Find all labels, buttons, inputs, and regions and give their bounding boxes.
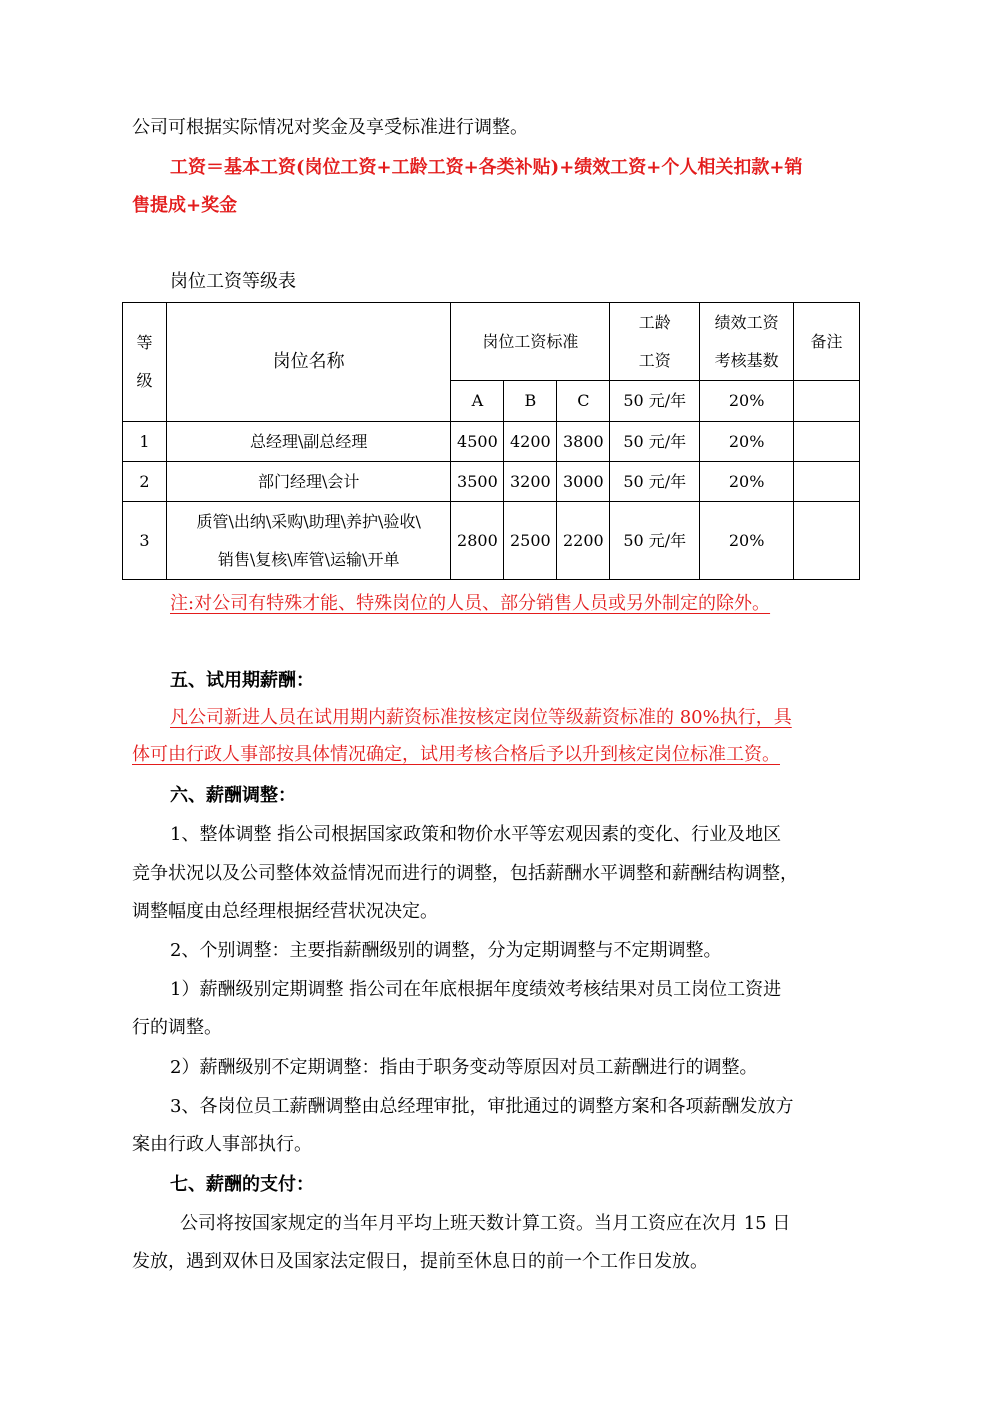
row-post: 总经理\副总经理 (166, 422, 450, 462)
intro-paragraph: 公司可根据实际情况对奖金及享受标准进行调整。 (132, 117, 528, 138)
row-post: 部门经理\会计 (166, 462, 450, 502)
section6-p4: 2）薪酬级别不定期调整：指由于职务变动等原因对员工薪酬进行的调整。 (170, 1057, 758, 1078)
row-c: 2200 (557, 502, 610, 580)
row-seniority: 50 元/年 (610, 462, 700, 502)
row-performance: 20% (700, 422, 794, 462)
row-b: 3200 (504, 462, 557, 502)
sub-b: B (504, 381, 557, 422)
sub-seniority: 50 元/年 (610, 381, 700, 422)
table-footnote: 注:对公司有特殊才能、特殊岗位的人员、部分销售人员或另外制定的除外。 (170, 593, 771, 614)
row-level: 1 (123, 422, 167, 462)
section7-line1: 公司将按国家规定的当年月平均上班天数计算工资。当月工资应在次月 15 日 (180, 1213, 791, 1234)
row-note (794, 422, 860, 462)
table-header-row (123, 303, 860, 381)
row-c: 3800 (557, 422, 610, 462)
row-a: 2800 (451, 502, 504, 580)
table-row (123, 462, 860, 502)
section5-title: 五、试用期薪酬： (170, 670, 314, 691)
sub-note (794, 381, 860, 422)
section6-p3-line1: 1）薪酬级别定期调整 指公司在年底根据年度绩效考核结果对员工岗位工资进 (170, 979, 782, 1000)
header-note: 备注 (794, 303, 860, 381)
row-seniority: 50 元/年 (610, 422, 700, 462)
row-note (794, 502, 860, 580)
table-row (123, 422, 860, 462)
sub-c: C (557, 381, 610, 422)
sub-a: A (451, 381, 504, 422)
row-b: 2500 (504, 502, 557, 580)
header-level: 等 级 (123, 303, 167, 422)
header-standard: 岗位工资标准 (451, 303, 610, 381)
table-row (123, 502, 860, 580)
section6-title: 六、薪酬调整： (170, 785, 296, 806)
row-performance: 20% (700, 462, 794, 502)
section6-p1-line1: 1、整体调整 指公司根据国家政策和物价水平等宏观因素的变化、行业及地区 (170, 824, 782, 845)
section7-title: 七、薪酬的支付： (170, 1174, 314, 1195)
header-seniority: 工龄 工资 (610, 303, 700, 381)
row-performance: 20% (700, 502, 794, 580)
section6-p1-line3: 调整幅度由总经理根据经营状况决定。 (132, 901, 438, 922)
salary-formula-line1: 工资＝基本工资(岗位工资+工龄工资+各类补贴)+绩效工资+个人相关扣款+销 (170, 157, 803, 178)
section6-p5-line1: 3、各岗位员工薪酬调整由总经理审批，审批通过的调整方案和各项薪酬发放方 (170, 1096, 794, 1117)
row-level: 2 (123, 462, 167, 502)
section6-p5-line2: 案由行政人事部执行。 (132, 1134, 312, 1155)
section5-line2: 体可由行政人事部按具体情况确定，试用考核合格后予以升到核定岗位标准工资。 (132, 744, 780, 765)
section6-p2: 2、个别调整：主要指薪酬级别的调整，分为定期调整与不定期调整。 (170, 940, 722, 961)
section6-p3-line2: 行的调整。 (132, 1017, 222, 1038)
sub-performance: 20% (700, 381, 794, 422)
row-b: 4200 (504, 422, 557, 462)
section5-line1: 凡公司新进人员在试用期内薪资标准按核定岗位等级薪资标准的 80%执行，具 (170, 707, 792, 728)
row-a: 4500 (451, 422, 504, 462)
row-note (794, 462, 860, 502)
grade-table (122, 302, 860, 580)
row-post: 质管\出纳\采购\助理\养护\验收\ 销售\复核\库管\运输\开单 (166, 502, 450, 580)
section6-p1-line2: 竞争状况以及公司整体效益情况而进行的调整，包括薪酬水平调整和薪酬结构调整， (132, 863, 798, 884)
section7-line2: 发放，遇到双休日及国家法定假日，提前至休息日的前一个工作日发放。 (132, 1251, 708, 1272)
row-c: 3000 (557, 462, 610, 502)
table-title: 岗位工资等级表 (170, 271, 296, 292)
row-a: 3500 (451, 462, 504, 502)
salary-formula-line2: 售提成+奖金 (132, 195, 238, 216)
header-performance: 绩效工资 考核基数 (700, 303, 794, 381)
row-level: 3 (123, 502, 167, 580)
header-post: 岗位名称 (166, 303, 450, 422)
row-seniority: 50 元/年 (610, 502, 700, 580)
